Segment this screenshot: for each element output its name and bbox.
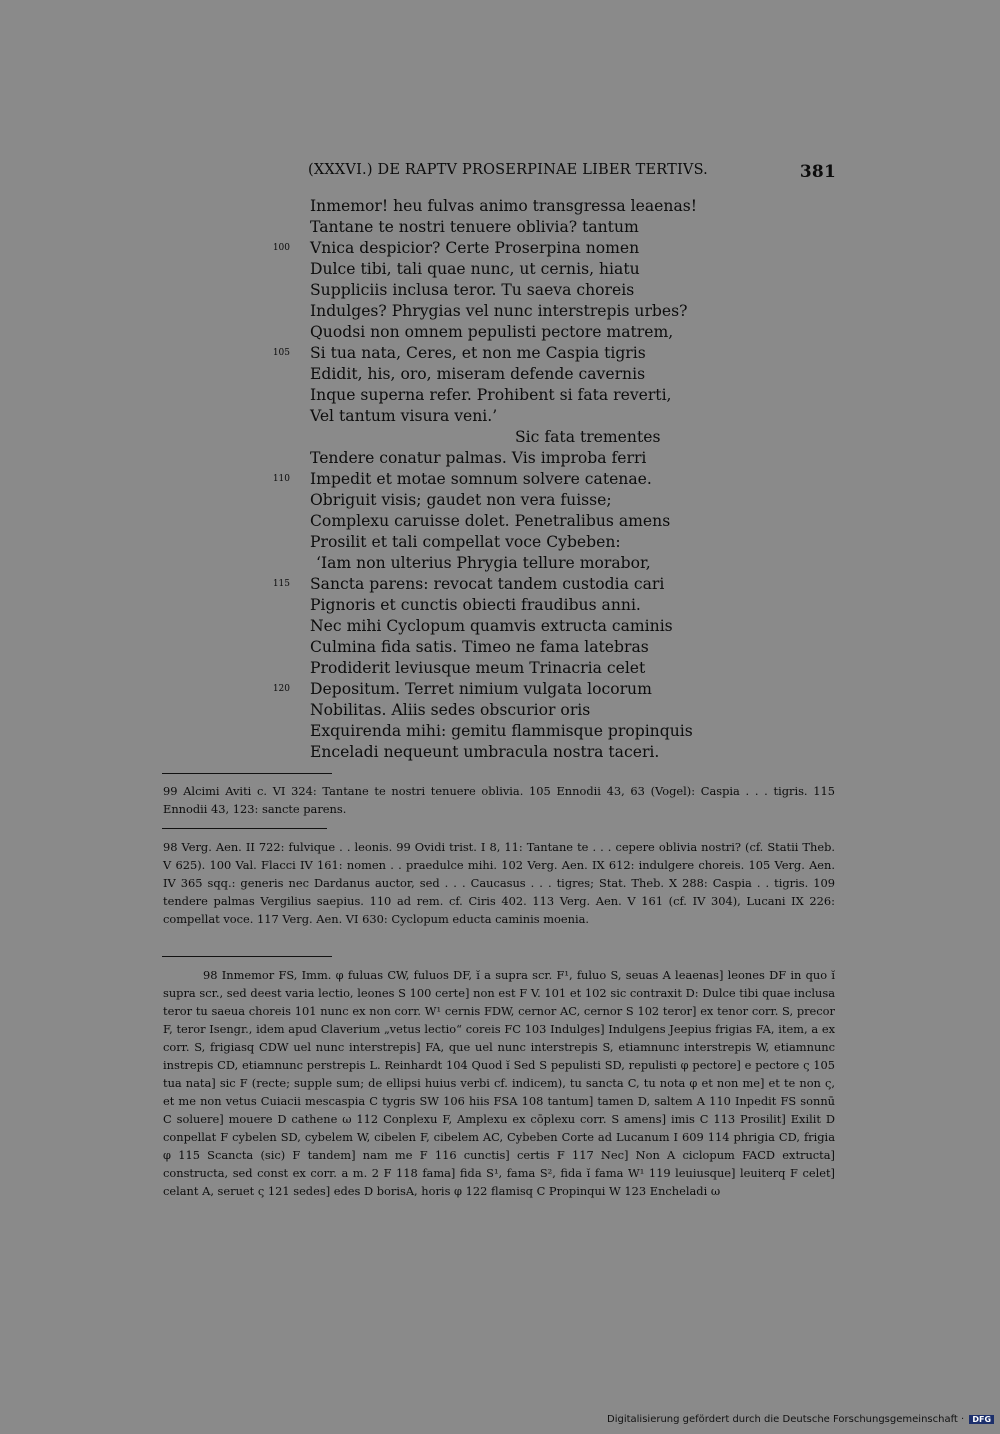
verse-text-line: Tendere conatur palmas. Vis improba ferri [310, 449, 647, 467]
verse-line [0, 658, 1000, 679]
separator-rule [162, 773, 332, 774]
verse-text-line: Quodsi non omnem pepulisti pectore matrem, [310, 323, 674, 341]
verse-text-line: Nec mihi Cyclopum quamvis extructa caminis [310, 617, 673, 635]
verse-text-line: Obriguit visis; gaudet non vera fuisse; [310, 491, 612, 509]
apparatus-testimonia-text: 99 Alcimi Aviti c. VI 324: Tantane te nostri tenuere oblivia. 105 Ennodii 43, 63 (Vogel): Caspia . . . tigris. 115 Ennodii 43, 123: sancte parens. [163, 784, 835, 816]
verse-line [0, 406, 1000, 427]
verse-text-line: Tantane te nostri tenuere oblivia? tantum [310, 218, 639, 236]
apparatus-testimonia [163, 782, 835, 818]
verse-text-line: Suppliciis inclusa teror. Tu saeva choreis [310, 281, 635, 299]
verse-text [0, 196, 1000, 763]
verse-number: 105 [272, 348, 290, 358]
verse-line [0, 742, 1000, 763]
verse-line [0, 343, 1000, 364]
verse-text-line: Depositum. Terret nimium vulgata locorum [310, 680, 652, 698]
verse-line [0, 364, 1000, 385]
verse-line [0, 196, 1000, 217]
verse-text-line: Pignoris et cunctis obiecti fraudibus anni. [310, 596, 641, 614]
footer-text: Digitalisierung gefördert durch die Deutsche Forschungsgemeinschaft · [607, 1414, 965, 1425]
footer [607, 1414, 994, 1425]
verse-text-line: Sancta parens: revocat tandem custodia cari [310, 575, 665, 593]
verse-text-line: Si tua nata, Ceres, et non me Caspia tigris [310, 344, 646, 362]
running-head [308, 162, 836, 182]
verse-line [0, 679, 1000, 700]
verse-line [0, 490, 1000, 511]
verse-line [0, 427, 1000, 448]
verse-line [0, 511, 1000, 532]
verse-text-line: Indulges? Phrygias vel nunc interstrepis urbes? [310, 302, 688, 320]
verse-line [0, 259, 1000, 280]
verse-line [0, 700, 1000, 721]
verse-text-line: Culmina fida satis. Timeo ne fama latebras [310, 638, 649, 656]
verse-line [0, 280, 1000, 301]
verse-text-line: Inque superna refer. Prohibent si fata reverti, [310, 386, 672, 404]
verse-text-line: Exquirenda mihi: gemitu flammisque propinquis [310, 722, 693, 740]
verse-number: 110 [272, 474, 290, 484]
separator-rule [162, 828, 327, 829]
verse-text-line: Sic fata trementes [515, 428, 661, 446]
verse-text-line: Impedit et motae somnum solvere catenae. [310, 470, 652, 488]
verse-line [0, 448, 1000, 469]
verse-text-line: Prosilit et tali compellat voce Cybeben: [310, 533, 621, 551]
verse-line [0, 238, 1000, 259]
apparatus-fontes [163, 838, 835, 928]
verse-line [0, 616, 1000, 637]
verse-line [0, 301, 1000, 322]
verse-line [0, 553, 1000, 574]
verse-number: 100 [272, 243, 290, 253]
verse-text-line: Enceladi nequeunt umbracula nostra taceri. [310, 743, 660, 761]
verse-line [0, 469, 1000, 490]
verse-text-line: Nobilitas. Aliis sedes obscurior oris [310, 701, 591, 719]
verse-text-line: Prodiderit leviusque meum Trinacria celet [310, 659, 646, 677]
verse-text-line: Inmemor! heu fulvas animo transgressa leaenas! [310, 197, 698, 215]
verse-text-line: Dulce tibi, tali quae nunc, ut cernis, hiatu [310, 260, 640, 278]
verse-text-line: ‘Iam non ulterius Phrygia tellure morabor, [316, 554, 651, 572]
verse-line [0, 532, 1000, 553]
verse-number: 120 [272, 684, 290, 694]
verse-text-line: Vnica despicior? Certe Proserpina nomen [310, 239, 640, 257]
verse-number: 115 [272, 579, 290, 589]
verse-line [0, 385, 1000, 406]
verse-text-line: Complexu caruisse dolet. Penetralibus amens [310, 512, 671, 530]
verse-text-line: Vel tantum visura veni.’ [310, 407, 498, 425]
apparatus-criticus [163, 966, 835, 1200]
page-number: 381 [799, 162, 836, 182]
verse-text-line: Edidit, his, oro, miseram defende cavernis [310, 365, 646, 383]
apparatus-fontes-text: 98 Verg. Aen. II 722: fulvique . . leonis. 99 Ovidi trist. I 8, 11: Tantane te . . . cepere oblivia nostri? (cf. Statii Theb. V 625). 100 Val. Flacci IV 161: nomen . . praedulce mihi. 102 Verg. Aen. IX 612: indulgere choreis. 105 Verg. Aen. IV 365 sqq.: generis nec Dardanus auctor, sed . . . Caucasus . . . tigres; Stat. Theb. X 288: Caspia . . tigris. 109 tendere palmas Vergilius saepius. 110 ad rem. cf. Ciris 402. 113 Verg. Aen. V 161 (cf. IV 304), Lucani IX 226: compellat voce. 117 Verg. Aen. VI 630: Cyclopum educta caminis moenia. [163, 840, 835, 926]
verse-line [0, 637, 1000, 658]
verse-line [0, 574, 1000, 595]
dfg-logo: DFG [969, 1415, 994, 1424]
verse-line [0, 595, 1000, 616]
verse-line [0, 322, 1000, 343]
verse-line [0, 217, 1000, 238]
running-head-title: (XXXVI.) DE RAPTV PROSERPINAE LIBER TERTIVS. [308, 162, 708, 178]
separator-rule [162, 956, 332, 957]
apparatus-criticus-text: 98 Inmemor FS, Imm. φ fuluas CW, fuluos DF, ĭ a supra scr. F¹, fuluo S, seuas A leaenas] leones DF in quo ĭ supra scr., sed deest varia lectio, leones S 100 certe] non est F V. 101 et 102 sic contraxit D: Dulce tibi quae inclusa teror tu saeua choreis 101 nunc ex non corr. W¹ cernis FDW, cernor AC, cernor S 102 teror] ex tenor corr. S, precor F, teror Isengr., idem apud Claverium „vetus lectio“ coreis FC 103 Indulges] Indulgens Jeepius frigias FA, item, a ex corr. S, frigiasq CDW uel nunc interstrepis] FA, que uel nunc interstrepis S, etiamnunc interstrepis W, etiamnunc instrepis CD, etiamnunc perstrepis L. Reinhardt 104 Quod ĭ Sed S pepulisti SD, repulisti φ pectore] e pectore ς 105 tua nata] sic F (recte; supple sum; de ellipsi huius verbi cf. indicem), tu sancta C, tu nota φ et non me] et te non ς, et me non vetus Cuiacii mescaspia C tygris SW 106 hiis FSA 108 tantum] tamen D, saltem A 110 Inpedit FS sonnū C soluere] mouere D cathene ω 112 Conplexu F, Amplexu ex cōplexu corr. S amens] imis C 113 Prosilit] Exilit D conpellat F cybelen SD, cybelem W, cibelen F, cibelem AC, Cybeben Corte ad Lucanum I 609 114 phrigia CD, frigia φ 115 Scancta (sic) F tandem] nam me F 116 cunctis] certis F 117 Nec] Non A ciclopum FACD extructa] constructa, sed const ex corr. a m. 2 F 118 fama] fida S¹, fama S², fida ĭ fama W¹ 119 leuiusque] leuiterq F celet] celant A, seruet ς 121 sedes] edes D borisA, horis φ 122 flamisq C Propinqui W 123 Encheladi ω [163, 968, 835, 1198]
verse-line [0, 721, 1000, 742]
